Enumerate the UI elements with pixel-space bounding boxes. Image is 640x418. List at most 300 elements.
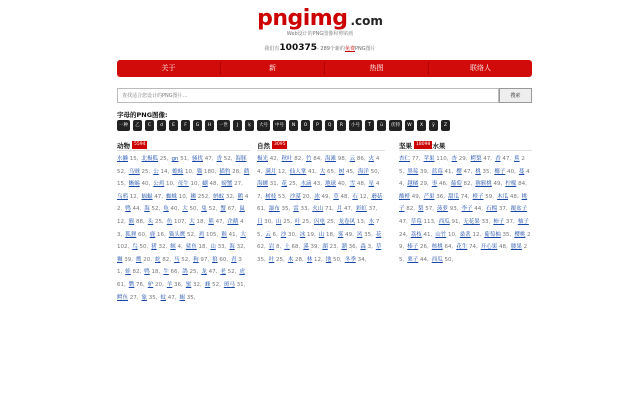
letter-link[interactable]: Q [325, 120, 334, 131]
tag-count: 28, [293, 256, 304, 263]
category-tag-link[interactable]: 火 [368, 156, 375, 162]
category-tag-link[interactable]: 地 [325, 256, 332, 263]
category-tag-link[interactable]: 鹤 [243, 168, 250, 175]
letter-link[interactable]: 一种 [117, 120, 130, 131]
category-tag-link[interactable]: 雪 [349, 181, 356, 188]
category-header [399, 140, 532, 151]
search-input[interactable] [117, 88, 499, 103]
category-tag-link[interactable]: 酸橙 [399, 193, 411, 200]
letter-link[interactable]: 大号 [257, 120, 270, 131]
tag-count: 30, [262, 218, 274, 225]
category-tag-link[interactable]: 花 [375, 231, 382, 238]
letter-link[interactable]: 伏特 [389, 120, 402, 131]
category-tag-link[interactable]: 闪电 [314, 218, 326, 225]
tag-count: 39, [122, 256, 134, 263]
category-tag-link[interactable]: 月 [336, 206, 343, 213]
tag-count: 88, [134, 218, 145, 225]
tag-count: 68, [289, 244, 301, 251]
category-tag-link[interactable]: 风 [356, 231, 363, 238]
category-tag-link[interactable]: 叶 [295, 218, 301, 225]
category-tag-link[interactable]: 羊 [166, 281, 173, 288]
category-tag-link[interactable]: 樱桃 [514, 231, 526, 238]
category-tag-link[interactable]: 虎 [239, 269, 245, 276]
category-tag-link[interactable]: 猴 [221, 231, 227, 238]
tag-count: 41, [442, 168, 454, 175]
category-tag-link[interactable]: 猫头鹰 [168, 231, 186, 238]
category-tag-link[interactable]: 草 [333, 193, 339, 200]
category-tag-link[interactable]: 水 [368, 218, 375, 225]
tag-count: 15, [117, 181, 126, 188]
category-tag-link[interactable]: 潮 [341, 244, 347, 251]
category-tag-link[interactable]: 李子 [461, 206, 473, 213]
tag-count: 52, [222, 156, 233, 162]
category-tag-link[interactable]: 狼 [212, 256, 218, 263]
category-tag-link[interactable]: 极光 [257, 156, 269, 162]
category-tag-link[interactable]: 木瓜 [497, 193, 509, 200]
category-tag-link[interactable]: 大 [319, 168, 326, 175]
category-tag-link[interactable]: 北极狐 [141, 156, 159, 162]
tag-count: 25, [153, 218, 164, 225]
letter-link[interactable]: X [417, 120, 426, 131]
category-tag-link[interactable]: 桃 [475, 168, 481, 175]
category-tag-link[interactable]: 山 [318, 231, 325, 238]
category-tag-link[interactable]: 仙人掌 [289, 168, 307, 175]
category-tag-link[interactable]: 树 [338, 168, 345, 175]
category-tag-link[interactable]: 鱼 [166, 218, 173, 225]
category-tag-link[interactable]: 核桃 [431, 244, 443, 251]
category-tag-link[interactable]: 山竹 [435, 231, 447, 238]
category-tag-link[interactable]: 青 [231, 256, 237, 263]
tag-count: 40, [505, 168, 516, 175]
category-tag-link[interactable]: 乌鸦 [117, 193, 129, 200]
tag-count: 18, [324, 231, 335, 238]
tag-count: 25, [300, 218, 312, 225]
tag-count: 35, [500, 231, 512, 238]
letter-link[interactable]: F [181, 120, 190, 131]
letter-link[interactable]: 中号 [273, 120, 286, 131]
tag-count: 84, [311, 156, 323, 162]
tag-count: 41, [421, 231, 433, 238]
tag-count: 37, [366, 206, 378, 213]
category-tag-link[interactable]: 鹰 [136, 256, 142, 263]
category-tag-link[interactable]: 云 [265, 231, 271, 238]
letter-link[interactable]: E [169, 120, 178, 131]
tag-count: 44, [399, 168, 530, 188]
counter-suffix: PNG图片 [354, 46, 376, 52]
letter-link[interactable]: 一世 [217, 120, 230, 131]
tag-count: 98, [336, 156, 347, 162]
category-tag-link[interactable]: 葡萄柚 [484, 231, 501, 238]
category-tag-link[interactable]: 石 [352, 193, 358, 200]
category-tag-link[interactable]: 桃子 [399, 193, 528, 213]
category-tag-link[interactable]: 狮 [190, 193, 197, 200]
category-tag-link[interactable]: 桑葚 [459, 231, 471, 238]
tag-count: 110, [434, 156, 449, 162]
category-tag-link[interactable]: 狮 [117, 256, 123, 263]
letter-link[interactable]: G [193, 120, 202, 131]
category-tag-link[interactable]: 满月 [265, 168, 277, 175]
tag-count: 18, [194, 218, 206, 225]
category-tag-link[interactable]: 海滩 [325, 156, 337, 162]
category-tag-link[interactable]: 母牛 [177, 181, 189, 188]
category-tag-link[interactable]: 龙 [201, 269, 207, 276]
letter-link[interactable]: 小号 [349, 120, 362, 131]
category-tag-link[interactable]: 山 [210, 244, 216, 251]
category-tag-link[interactable]: 菠萝 [437, 206, 449, 213]
category-tag-link[interactable]: 老 [220, 269, 226, 276]
category-tag-link[interactable]: 海 [144, 206, 150, 213]
category-count-badge: 3095 [274, 142, 286, 147]
tag-count: 36, [346, 244, 358, 251]
category-tag-link[interactable]: 草莓 [410, 218, 422, 225]
category-tag-link[interactable]: 火山 [312, 206, 324, 213]
tag-count: 57, [423, 206, 435, 213]
tag-count: 33, [479, 218, 491, 225]
category-tag-link[interactable]: 蚂蚁 [213, 193, 225, 200]
category-tag-link[interactable]: 海豚 [235, 156, 247, 162]
tag-count: 52, [179, 256, 191, 263]
category-tag-link[interactable]: 蝎 [179, 294, 186, 301]
category-tag-link[interactable]: 蝠蝠 [141, 193, 153, 200]
letter-link[interactable]: W [405, 120, 414, 131]
category-tag-link[interactable]: 蜂 [204, 281, 211, 288]
category-tag-link[interactable]: 地球 [325, 181, 337, 188]
tag-count: 82, [160, 256, 172, 263]
category-tag-link[interactable]: 公鸡 [153, 181, 165, 188]
category-tag-link[interactable]: 蘑菇 [371, 193, 383, 200]
category-tag-link[interactable]: 秋叶 [281, 156, 293, 162]
tag-count: 32, [224, 193, 235, 200]
letter-link[interactable]: P [313, 120, 322, 131]
category-tag-link[interactable]: 公 [153, 168, 159, 175]
category-items [257, 153, 385, 266]
main-nav [117, 60, 532, 77]
category-tag-link[interactable]: 星 [368, 181, 375, 188]
letter-link[interactable]: d [157, 120, 166, 131]
tag-count: 86, [355, 156, 366, 162]
tag-count: 12, [312, 256, 323, 263]
category-tag-link[interactable]: 云 [349, 156, 356, 162]
category-tag-link[interactable]: 柠檬 [505, 181, 517, 188]
tag-count: 13, [355, 218, 366, 225]
tag-count: 51, [178, 156, 190, 162]
tag-count: 35, [257, 256, 266, 263]
category-tag-link[interactable]: 土 [284, 244, 290, 251]
category-tag-link[interactable]: 蛙 [125, 269, 131, 276]
tag-count: 37, [497, 206, 508, 213]
category-title[interactable]: 自然 [257, 141, 270, 150]
tag-count: 16, [155, 231, 166, 238]
category-tag-link[interactable]: 香 [495, 156, 501, 162]
letter-index [117, 120, 537, 131]
letter-link[interactable]: ÿ [429, 120, 438, 131]
category-tag-link[interactable]: 骚扰 [192, 156, 204, 162]
nav-new[interactable]: 新 [269, 64, 276, 72]
letter-link[interactable]: Ť [365, 120, 374, 131]
tag-count: 31, [268, 181, 279, 188]
category-tag-link[interactable]: 鸽 [182, 269, 188, 276]
tag-count: 102, [117, 244, 130, 251]
category-tag-link[interactable]: 栗子 [407, 256, 419, 263]
category-tag-link[interactable]: 冰 [299, 231, 306, 238]
tag-count: 6, [270, 231, 278, 238]
nav-contact[interactable]: 联络人 [470, 64, 491, 72]
tag-count: 52, [206, 206, 218, 213]
tagline: Web设计的PNG图像和剪贴画 [286, 31, 354, 37]
category-tag-link[interactable]: 鲨鱼 [185, 244, 197, 251]
tag-count: 44, [472, 206, 484, 213]
category-tag-link[interactable]: 蜘蛛 [166, 193, 178, 200]
category-tag-link[interactable]: 猫豹 [219, 168, 231, 175]
category-tag-link[interactable]: 柚子 [517, 218, 529, 225]
category-tag-link[interactable]: 山 [276, 218, 282, 225]
category-tag-link[interactable]: 鹅 [237, 193, 244, 200]
tag-count: 29, [457, 156, 468, 162]
tag-count: 59, [483, 193, 495, 200]
tag-count: 25, [187, 269, 199, 276]
tag-count: 44, [130, 206, 142, 213]
category-tag-link[interactable]: 马 [174, 256, 180, 263]
category-tag-link[interactable]: 杏 [451, 156, 458, 162]
tag-count: 47, [481, 156, 493, 162]
category-tag-link[interactable]: 榛子 [407, 244, 419, 251]
category-tag-link[interactable]: 无花果 [463, 218, 480, 225]
category-tag-link[interactable]: 覆盆子 [510, 206, 528, 213]
tag-count: 25, [399, 156, 525, 175]
tag-count: 47, [500, 156, 512, 162]
category-tag-link[interactable]: 冬季 [344, 256, 356, 263]
category-tag-link[interactable]: 鲸 [170, 244, 176, 251]
category-tag-link[interactable]: 雾 [337, 231, 344, 238]
tag-count: 53, [276, 193, 287, 200]
category-tag-link[interactable]: 蟾蜍 [172, 168, 184, 175]
category-tag-link[interactable]: 甜瓜 [448, 193, 460, 200]
tag-count: 82, [130, 269, 142, 276]
category-tag-link[interactable]: 大 [189, 218, 195, 225]
category-tag-link[interactable]: 猴 [128, 218, 135, 225]
category-tag-link[interactable]: 花 [281, 181, 288, 188]
category-tag-link[interactable]: 鸭 [144, 269, 150, 276]
tag-count: 74, [467, 244, 478, 251]
category-tag-link[interactable]: 石榴 [486, 206, 498, 213]
category-tag-link[interactable]: 大 [182, 206, 188, 213]
tag-count: 46, [437, 181, 448, 188]
category-tag-link[interactable]: 枣 [431, 181, 438, 188]
category-tag-link[interactable]: 橙子 [472, 193, 484, 200]
tag-count: 50, [442, 256, 454, 263]
tag-count: 48, [355, 181, 366, 188]
category-tag-link[interactable]: 驴 [147, 281, 154, 288]
letter-link[interactable]: H [205, 120, 214, 131]
category-tag-link[interactable]: 树枝 [265, 193, 277, 200]
category-tag-link[interactable]: 冰 [314, 193, 320, 200]
tag-count: 18, [149, 269, 161, 276]
category-tag-link[interactable]: 苹果 [423, 156, 435, 162]
category-tag-link[interactable]: 黑莓 [407, 168, 419, 175]
category-tag-link[interactable]: 熊 [208, 218, 214, 225]
tag-count: 15, [128, 156, 139, 162]
category-tag-link[interactable]: 瀑布 [268, 206, 280, 213]
tag-count: 35, [279, 206, 291, 213]
category-tag-link[interactable]: 猫 [196, 168, 203, 175]
category-tag-link[interactable]: 西瓜 [431, 256, 443, 263]
letter-link[interactable]: R [337, 120, 346, 131]
category-tag-link[interactable]: 鳄梨 [470, 156, 482, 162]
tag-count: 82, [404, 206, 416, 213]
category-tag-link[interactable]: 香 [216, 156, 223, 162]
category-tag-link[interactable]: 杏仁 [399, 156, 411, 162]
category-tag-link[interactable]: 鳄鱼 [117, 294, 129, 301]
category-items [117, 153, 250, 304]
category-tag-link[interactable]: 海 [229, 244, 235, 251]
nav-about[interactable]: 关于 [161, 64, 176, 72]
category-tag-link[interactable]: 葡萄 [450, 181, 462, 188]
site-logo[interactable] [0, 6, 640, 31]
category-tag-link[interactable]: 海洋 [357, 168, 369, 175]
category-title-2[interactable]: 水果 [432, 141, 446, 150]
tag-count: 50, [137, 244, 149, 251]
letter-link[interactable]: ü [377, 120, 386, 131]
logo-text[interactable]: pngimg [257, 6, 348, 31]
category-tag-link[interactable]: 开心果 [480, 244, 498, 251]
category-tag-link[interactable]: 蜥蜴 [128, 181, 140, 188]
letter-link[interactable]: C [145, 120, 154, 131]
category-tag-link[interactable]: 猪 [151, 244, 157, 251]
tag-count: 82, [461, 181, 473, 188]
category-tag-link[interactable]: 鹿 [149, 231, 156, 238]
tag-count: 52, [210, 281, 221, 288]
category-tag-link[interactable]: 牛 [163, 269, 169, 276]
letter-link[interactable]: O [301, 120, 310, 131]
category-count-badge: 5594 [134, 142, 146, 147]
category-tag-link[interactable]: 海螺 [257, 181, 269, 188]
tag-count: 47, [342, 206, 353, 213]
tag-count: 105, [204, 231, 219, 238]
tag-count: 52, [149, 206, 161, 213]
category-column-animals [117, 140, 250, 304]
tag-count: 61, [117, 281, 126, 288]
category-tag-link[interactable]: 狗 [193, 256, 199, 263]
category-tag-link[interactable]: 芒果 [423, 193, 435, 200]
tag-count: 25, [287, 181, 298, 188]
category-tag-link[interactable]: 象 [141, 294, 148, 301]
category-tag-link[interactable]: 草 [375, 244, 382, 251]
category-tag-link[interactable]: gn [171, 156, 179, 162]
category-tag-link[interactable]: 螃蟹 [221, 181, 233, 188]
category-tag-link[interactable]: 雷 [293, 206, 299, 213]
tag-count: 18, [196, 244, 208, 251]
category-tag-link[interactable]: 椰子 [494, 168, 506, 175]
category-tag-link[interactable]: 湖 [322, 244, 328, 251]
tag-count: 20, [141, 256, 153, 263]
category-tag-link[interactable]: 水滴 [300, 181, 312, 188]
category-tag-link[interactable]: 蓝莓 [431, 168, 443, 175]
search-button[interactable]: 搜索 [499, 88, 532, 103]
tag-count: 48, [207, 181, 219, 188]
category-tag-link[interactable]: 猕猴桃 [475, 181, 492, 188]
tag-count: 74, [459, 193, 470, 200]
category-tag-link[interactable]: 鸡 [198, 231, 205, 238]
tag-count: 25, [139, 168, 151, 175]
letter-link[interactable]: J [233, 120, 242, 131]
category-tag-link[interactable]: 日 [257, 218, 263, 225]
letter-link[interactable]: ķ [245, 120, 254, 131]
category-tag-link[interactable]: 腰果 [510, 244, 522, 251]
category-tag-link[interactable]: 蕉 [514, 156, 520, 162]
category-tag-link[interactable]: 龙卷风 [338, 218, 356, 225]
category-tag-link[interactable]: 樱 [456, 168, 462, 175]
category-tag-link[interactable]: 沙 [280, 231, 287, 238]
category-tag-link[interactable]: 木 [287, 256, 294, 263]
category-tag-link[interactable]: 岩 [268, 244, 275, 251]
category-tag-link[interactable]: 头 [147, 218, 154, 225]
category-tag-link[interactable]: 沙漠 [289, 193, 301, 200]
letter-link[interactable]: Z [441, 120, 450, 131]
category-tag-link[interactable]: 龟 [163, 206, 169, 213]
category-tag-link[interactable]: 鸭 [125, 206, 131, 213]
tag-count: 50, [368, 168, 380, 175]
tag-count: 37, [504, 218, 515, 225]
category-tag-link[interactable]: 兔 [201, 206, 207, 213]
category-tag-link[interactable]: 蛇 [155, 256, 161, 263]
category-tag-link[interactable]: 水獭 [117, 156, 129, 162]
category-tag-link[interactable]: 鹦 [128, 281, 135, 288]
category-tag-link[interactable]: 斑马 [223, 281, 235, 288]
category-tag-link[interactable]: 大 [240, 231, 246, 238]
category-tag-link[interactable]: 鼠 [239, 206, 245, 213]
category-tag-link[interactable]: 蔓 [518, 168, 525, 175]
category-tag-link[interactable]: 叶 [268, 256, 275, 263]
category-tag-link[interactable]: 荔枝 [410, 231, 422, 238]
category-items [399, 153, 532, 266]
category-tag-link[interactable]: 西瓜 [438, 218, 450, 225]
counter-free-link[interactable]: 免费 [344, 46, 355, 52]
tag-count: 67, [225, 206, 237, 213]
category-title[interactable]: 动物 [117, 141, 130, 150]
category-tag-link[interactable]: 乌贼 [128, 168, 140, 175]
category-column-nature [257, 140, 385, 266]
category-tag-link[interactable]: 森 [360, 244, 366, 251]
tag-count: 8, [274, 244, 282, 251]
search-bar [117, 88, 532, 103]
category-tag-link[interactable]: 溪 [303, 244, 309, 251]
category-tag-link[interactable]: 林 [306, 256, 313, 263]
tag-count: 33, [215, 244, 227, 251]
category-tag-link[interactable]: 狐狸 [125, 231, 137, 238]
category-tag-link[interactable]: 蟹 [220, 206, 226, 213]
category-tag-link[interactable]: 企鹅 [227, 218, 239, 225]
category-tag-link[interactable]: 蝴 [202, 181, 208, 188]
letter-link[interactable]: 乙 [133, 120, 142, 131]
category-tag-link[interactable]: 梨 [418, 206, 424, 213]
category-tag-link[interactable]: 花生 [456, 244, 468, 251]
tag-count: 61, [257, 206, 266, 213]
letter-link[interactable]: N [289, 120, 298, 131]
category-tag-link[interactable]: 鸟 [132, 244, 138, 251]
image-counter [0, 43, 640, 53]
category-header [257, 140, 385, 151]
category-tag-link[interactable]: 竹 [306, 156, 312, 162]
category-tag-link[interactable]: 蚊 [160, 294, 167, 301]
nav-hot[interactable]: 热图 [369, 64, 384, 72]
tag-count: 76, [134, 281, 145, 288]
category-tag-link[interactable]: 彩虹 [355, 206, 367, 213]
category-title[interactable]: 坚果 [399, 141, 412, 150]
category-tag-link[interactable]: 蜜 [185, 281, 192, 288]
category-tag-link[interactable]: 越橘 [407, 181, 419, 188]
tag-count: 31, [117, 256, 242, 276]
category-tag-link[interactable]: 柿子 [493, 218, 505, 225]
